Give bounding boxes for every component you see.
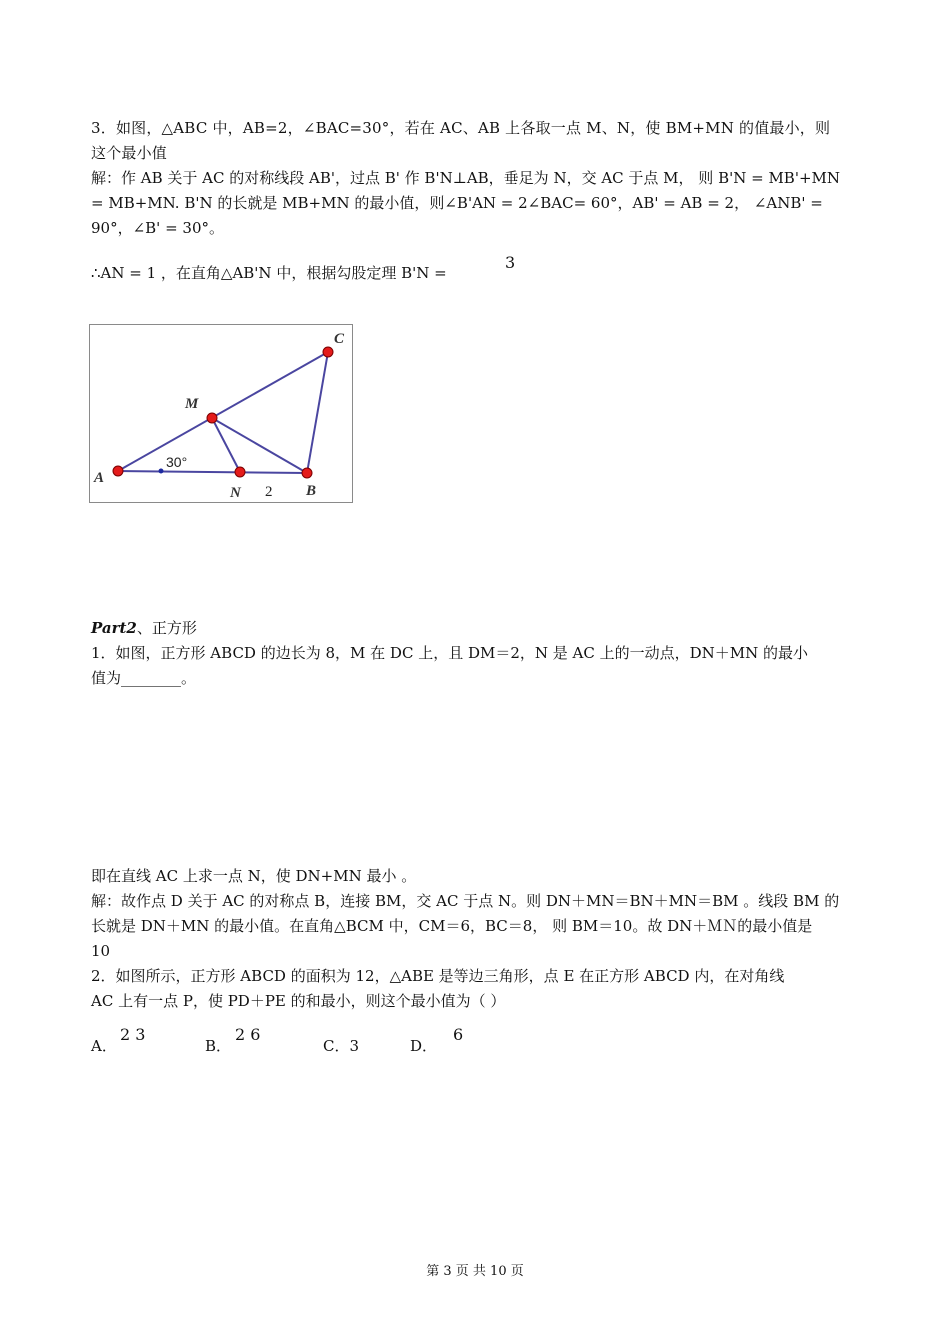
p1-line4: = MB+MN. B'N 的长就是 MB+MN 的最小值，则∠B'AN = 2∠BAC= 60°，AB' = AB = 2， ∠ANB' = xyxy=(91,194,823,212)
q2-line1: 2．如图所示，正方形 ABCD 的面积为 12，△ABE 是等边三角形，点 E 在正方形 ABCD 内，在对角线 xyxy=(91,967,785,985)
option-d-label: D． xyxy=(410,1037,438,1055)
part2-title-rest: 、正方形 xyxy=(136,619,197,637)
label-N: N xyxy=(230,485,241,501)
option-a-label: A． xyxy=(91,1037,117,1055)
p1-line1: 3．如图，△ABC 中，AB=2，∠BAC=30°，若在 AC、AB 上各取一点 M、N，使 BM+MN 的值最小，则 xyxy=(91,119,831,137)
option-b-value: 2 6 xyxy=(235,1025,261,1044)
option-b-label: B． xyxy=(205,1037,232,1055)
p1-line6: ∴AN = 1 ，在直角△AB'N 中，根据勾股定理 B'N = xyxy=(91,264,447,282)
label-M: M xyxy=(185,396,199,412)
p1-line3: 解：作 AB 关于 AC 的对称线段 AB'，过点 B' 作 B'N⊥AB，垂足为 N，交 AC 于点 M， 则 B'N = MB'+MN xyxy=(91,169,841,187)
page-footer: 第 3 页 共 10 页 xyxy=(426,1264,524,1279)
option-c: C．3 xyxy=(323,1037,360,1055)
q1-line2: 值为________。 xyxy=(91,669,197,687)
angle-label: 30° xyxy=(166,454,188,470)
s-line3: 长就是 DN＋MN 的最小值。在直角△BCM 中，CM＝6，BC＝8， 则 BM＝10。故 DN＋ＭＮ的最小值是 xyxy=(91,917,813,935)
label-A: A xyxy=(94,470,105,486)
s-line1: 即在直线 AC 上求一点 N，使 DN+MN 最小 。 xyxy=(91,867,417,885)
p1-sqrt3: 3 xyxy=(505,253,516,272)
part2-title-bold: Part2 xyxy=(91,619,137,637)
q2-line2: AC 上有一点 P，使 PD＋PE 的和最小，则这个最小值为（ ） xyxy=(91,992,506,1010)
part2-title xyxy=(91,618,197,638)
p1-line2: 这个最小值 xyxy=(91,144,168,162)
label-C: C xyxy=(334,331,345,347)
option-a-value: 2 3 xyxy=(120,1025,146,1044)
triangle-figure xyxy=(89,324,353,503)
p1-line5: 90°，∠B' = 30°。 xyxy=(91,219,224,237)
label-B: B xyxy=(306,483,317,499)
q1-line1: 1．如图，正方形 ABCD 的边长为 8，M 在 DC 上，且 DM＝2，N 是 AC 上的一动点，DN＋MN 的最小 xyxy=(91,644,809,662)
side-label: 2 xyxy=(265,484,273,500)
s-line4: 10 xyxy=(91,942,111,960)
option-d-value: 6 xyxy=(453,1025,464,1044)
s-line2: 解：故作点 D 关于 AC 的对称点 B，连接 BM，交 AC 于点 N。则 DN＋MN＝BN＋MN＝BM 。线段 BM 的 xyxy=(91,892,840,910)
